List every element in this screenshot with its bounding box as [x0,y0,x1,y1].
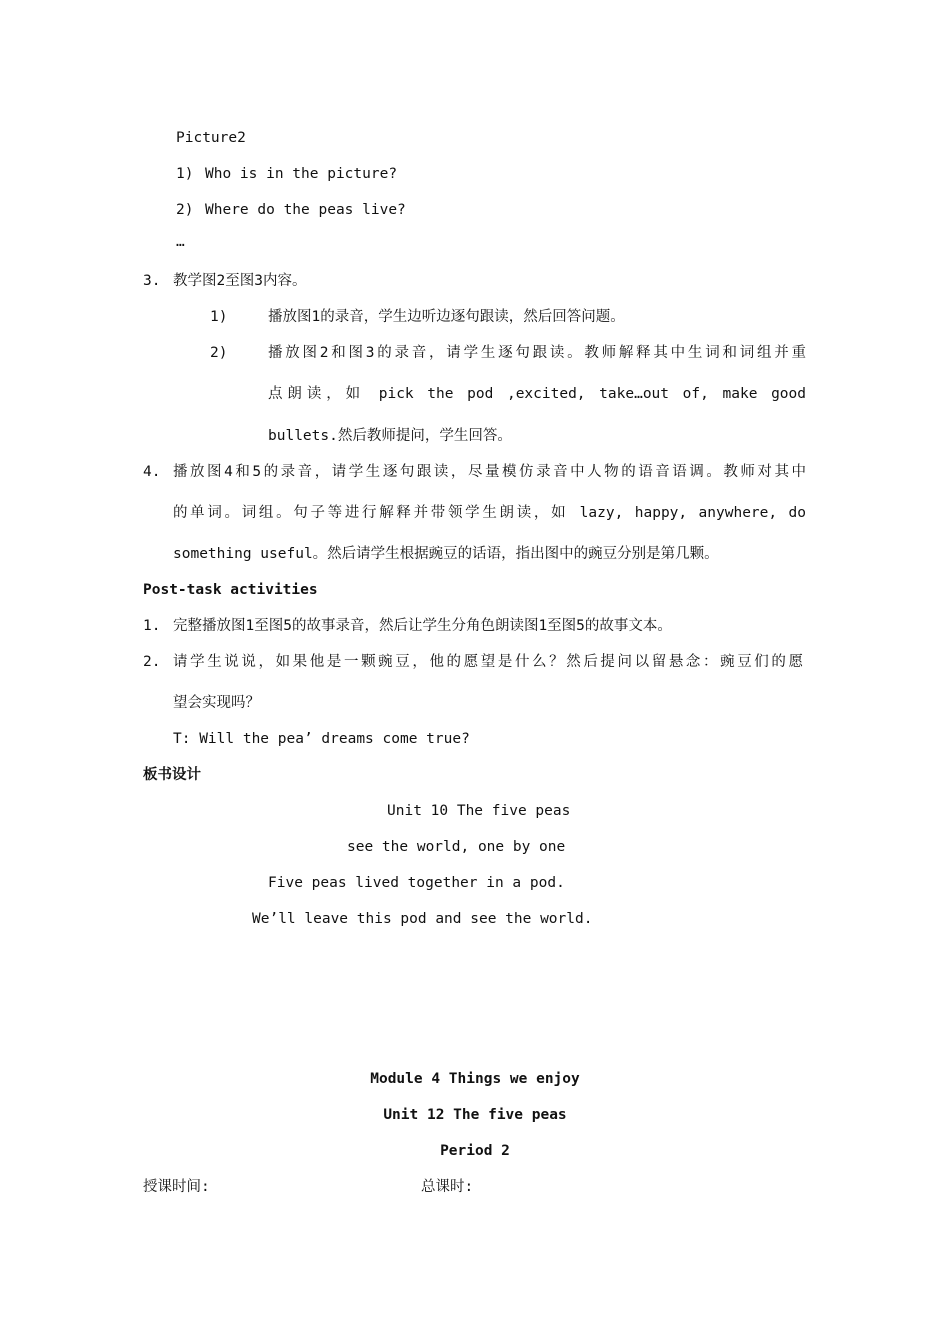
picture2-heading: Picture2 [176,130,246,146]
board-line-five-peas: Five peas lived together in a pod. [268,875,565,891]
question1-number: 1) [176,166,194,182]
post-task-item2-line2: 望会实现吗？ [173,695,260,711]
post-task-heading: Post-task activities [143,582,318,598]
unit-title: Unit 12 The five peas [383,1107,567,1123]
post-task-item2-line1: 请学生说说，如果他是一颗豌豆，他的愿望是什么？然后提问以留悬念：豌豆们的愿 [173,654,803,670]
step3-number: 3. [143,273,161,289]
step4-line1: 播放图4和5的录音，请学生逐句跟读，尽量模仿录音中人物的语音语调。教师对其中 [173,464,806,480]
step3-sub2-line1: 播放图2和图3的录音，请学生逐句跟读。教师解释其中生词和词组并重 [268,345,806,361]
question1-text: Who is in the picture? [205,166,398,182]
step4-number: 4. [143,464,161,480]
step3-sub2-number: 2) [210,345,228,361]
post-task-item1-text: 完整播放图1至图5的故事录音，然后让学生分角色朗读图1至图5的故事文本。 [173,618,672,634]
total-periods-label: 总课时: [421,1179,474,1195]
ellipsis: … [176,234,185,250]
period-title: Period 2 [440,1143,510,1159]
step4-line2: 的单词。词组。句子等进行解释并带领学生朗读，如 lazy, happy, anywhere, do [173,505,806,521]
step3-sub1-text: 播放图1的录音，学生边听边逐句跟读，然后回答问题。 [268,309,625,325]
question2-text: Where do the peas live? [205,202,406,218]
board-line-see-world: see the world, one by one [347,839,566,855]
question2-number: 2) [176,202,194,218]
teacher-question: T: Will the pea’ dreams come true? [173,731,470,747]
module-title: Module 4 Things we enjoy [370,1071,580,1087]
post-task-item1-number: 1. [143,618,161,634]
lesson-time-label: 授课时间: [143,1179,210,1195]
step3-sub1-number: 1) [210,309,228,325]
post-task-item2-number: 2. [143,654,161,670]
board-design-heading: 板书设计 [143,767,201,783]
board-line-unit: Unit 10 The five peas [387,803,571,819]
board-line-leave-pod: We’ll leave this pod and see the world. [252,911,593,927]
step4-line3: something useful。然后请学生根据豌豆的话语，指出图中的豌豆分别是第几颗。 [173,546,719,562]
step3-sub2-line2: 点朗读，如 pick the pod ,excited, take…out of, make good [268,386,806,402]
step3-text: 教学图2至图3内容。 [173,273,307,289]
step3-sub2-line3: bullets.然后教师提问，学生回答。 [268,428,512,444]
